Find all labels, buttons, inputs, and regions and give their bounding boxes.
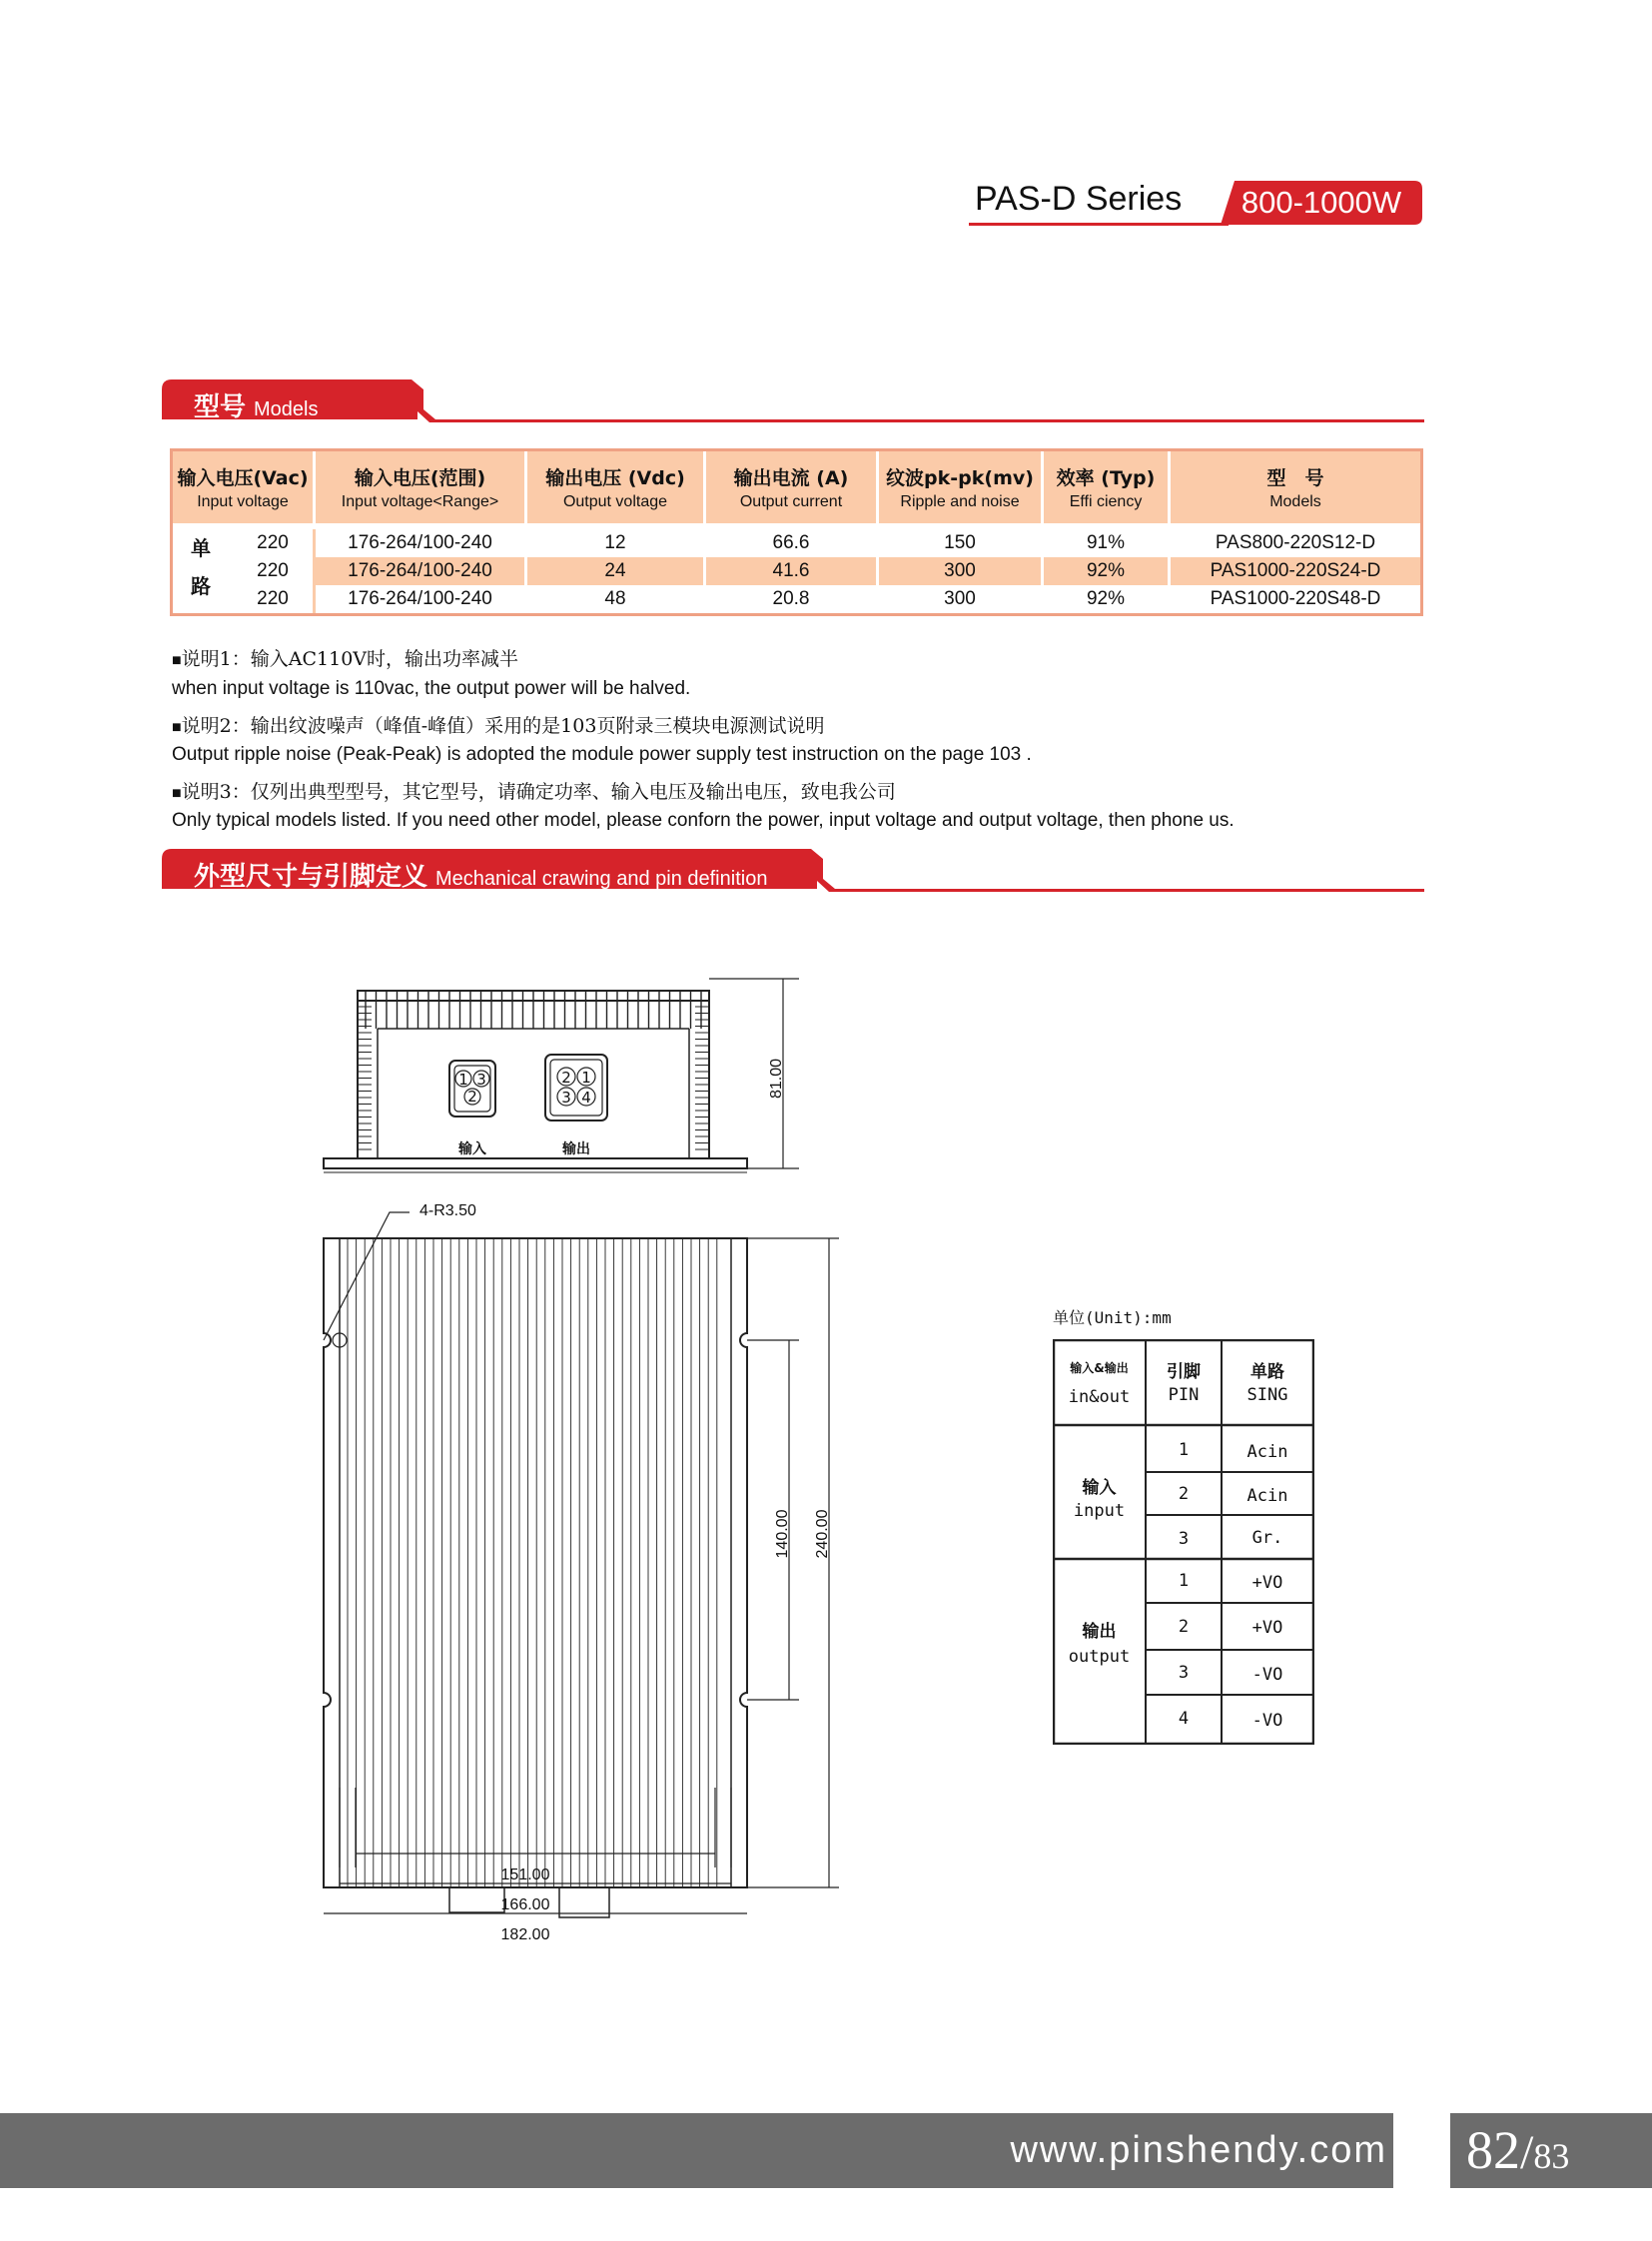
col-header-en: Effi ciency [1069, 493, 1143, 510]
footer-website-link[interactable]: www.pinshendy.com [1010, 2129, 1387, 2171]
col-header-cn: 输出电流 (A) [733, 467, 849, 489]
out-pin-4: 4 [581, 1089, 591, 1107]
section-mechanical-title-en: Mechanical crawing and pin definition [435, 868, 768, 890]
cell-range: 176-264/100-240 [348, 588, 492, 609]
output-connector-label: 输出 [562, 1141, 590, 1157]
col-header-cn: 输入电压(Vac) [177, 467, 309, 489]
col-header-input-range [316, 451, 524, 523]
out-pin-3: 3 [561, 1089, 571, 1107]
page-separator: / [1520, 2126, 1534, 2179]
section-tab-shape [162, 379, 1424, 429]
dim-182: 182.00 [500, 1926, 550, 1943]
drawing-svg [300, 969, 859, 1967]
col-header-ripple [879, 451, 1041, 523]
note-3-cn: ■说明3：仅列出典型型号，其它型号，请确定功率、输入电压及输出电压，致电我公司 [172, 781, 896, 803]
pin-signal: +VO [1251, 1573, 1283, 1593]
col-header-cn: 效率 (Typ) [1056, 467, 1156, 489]
section-mechanical-header [162, 849, 1424, 899]
pin-header-inout-cn: 输入&输出 [1070, 1361, 1129, 1375]
pin-group-output-cn: 输出 [1082, 1622, 1117, 1642]
series-underline [969, 223, 1229, 226]
dim-140: 140.00 [774, 1509, 791, 1559]
col-header-en: Input voltage [197, 493, 289, 510]
cell-iout: 20.8 [772, 588, 810, 609]
col-header-cn: 型 号 [1266, 467, 1324, 489]
power-range-badge [1221, 181, 1422, 225]
power-range-text: 800-1000W [1240, 185, 1402, 220]
cell-eff: 91% [1086, 532, 1126, 553]
mechanical-drawing [300, 969, 859, 1972]
dim-height-81: 81.00 [768, 1058, 785, 1100]
pin-number: 3 [1178, 1663, 1190, 1683]
cell-ripple: 300 [944, 560, 976, 581]
pin-number: 1 [1178, 1571, 1190, 1591]
in-pin-3: 3 [476, 1071, 486, 1089]
pin-signal: -VO [1251, 1665, 1283, 1685]
out-pin-1: 1 [581, 1069, 591, 1087]
note-3-en: Only typical models listed. If you need other model, please conforn the power, input voltage and output voltage, then phone us. [172, 810, 1235, 831]
col-header-input-voltage [173, 451, 313, 523]
pin-number: 1 [1178, 1440, 1190, 1460]
pin-number: 2 [1178, 1617, 1190, 1637]
page-total: 83 [1533, 2136, 1570, 2176]
dim-151: 151.00 [500, 1867, 550, 1883]
cell-range: 176-264/100-240 [348, 532, 492, 553]
cell-model: PAS800-220S12-D [1215, 532, 1376, 553]
cell-vout: 24 [604, 560, 626, 581]
dim-240: 240.00 [814, 1509, 831, 1559]
note-1-en: when input voltage is 110vac, the output power will be halved. [172, 678, 691, 699]
col-header-en: Ripple and noise [900, 493, 1020, 510]
pin-header-sing-cn: 单路 [1250, 1362, 1284, 1382]
pin-header-pin-en: PIN [1168, 1385, 1200, 1405]
pin-group-input-en: input [1073, 1501, 1126, 1521]
col-header-cn: 输入电压(范围) [354, 467, 486, 489]
cell-iout: 66.6 [772, 532, 810, 553]
cell-vin: 220 [257, 588, 289, 609]
pin-number: 3 [1178, 1529, 1190, 1549]
pin-signal: Acin [1246, 1486, 1288, 1506]
section-models-title-cn: 型号 [194, 392, 247, 422]
cell-vin: 220 [257, 532, 289, 553]
footer-bar [0, 2113, 1393, 2188]
pin-group-output-en: output [1068, 1647, 1131, 1667]
series-title: PAS-D Series [975, 180, 1183, 218]
input-connector-label: 输入 [458, 1141, 486, 1157]
col-header-en: Input voltage<Range> [341, 493, 499, 510]
pin-header-pin-cn: 引脚 [1167, 1362, 1201, 1382]
cell-vout: 48 [604, 588, 626, 609]
dim-166: 166.00 [500, 1896, 550, 1913]
cell-vout: 12 [604, 532, 626, 553]
in-pin-2: 2 [467, 1088, 477, 1106]
cell-ripple: 150 [944, 532, 976, 553]
section-models-title-en: Models [254, 398, 319, 420]
pin-group-input-cn: 输入 [1082, 1478, 1117, 1498]
col-header-en: Output voltage [562, 493, 668, 510]
mode-label-char: 单 [191, 536, 211, 560]
pin-number: 2 [1178, 1484, 1190, 1504]
cell-model: PAS1000-220S24-D [1210, 560, 1381, 581]
mode-label-single [173, 529, 229, 611]
section-mechanical-title-cn: 外型尺寸与引脚定义 [194, 862, 428, 892]
pin-signal: +VO [1251, 1618, 1283, 1638]
cell-range: 176-264/100-240 [348, 560, 492, 581]
section-models-header [162, 379, 1424, 429]
col-header-cn: 输出电压 (Vdc) [545, 467, 685, 489]
col-header-output-current [706, 451, 876, 523]
pin-table [1053, 1339, 1314, 1750]
pin-number: 4 [1178, 1709, 1190, 1729]
pin-signal: Gr. [1251, 1528, 1283, 1548]
dim-radius: 4-R3.50 [419, 1202, 476, 1219]
col-header-en: Models [1269, 493, 1321, 510]
models-table [170, 448, 1423, 616]
in-pin-1: 1 [458, 1071, 468, 1089]
cell-vin: 220 [257, 560, 289, 581]
note-2-en: Output ripple noise (Peak-Peak) is adopted the module power supply test instruction on the page 103 . [172, 744, 1032, 765]
col-header-models [1171, 451, 1420, 523]
pin-header-inout-en: in&out [1068, 1387, 1131, 1407]
cell-iout: 41.6 [772, 560, 810, 581]
pin-signal: Acin [1246, 1442, 1288, 1462]
unit-label: 单位(Unit):mm [1053, 1308, 1172, 1327]
col-header-cn: 纹波pk-pk(mv) [886, 467, 1034, 489]
page-number-box [1450, 2113, 1652, 2188]
pin-header-sing-en: SING [1246, 1385, 1288, 1405]
cell-eff: 92% [1086, 588, 1126, 609]
mode-label-char: 路 [191, 574, 211, 598]
cell-ripple: 300 [944, 588, 976, 609]
page-number: 82 [1466, 2120, 1520, 2180]
note-2-cn: ■说明2：输出纹波噪声（峰值-峰值）采用的是103页附录三模块电源测试说明 [172, 715, 825, 737]
col-header-output-voltage [527, 451, 703, 523]
cell-eff: 92% [1086, 560, 1126, 581]
col-header-efficiency [1044, 451, 1168, 523]
cell-model: PAS1000-220S48-D [1210, 588, 1381, 609]
col-header-en: Output current [739, 493, 843, 510]
out-pin-2: 2 [561, 1069, 571, 1087]
note-1-cn: ■说明1：输入AC110V时，输出功率减半 [172, 648, 519, 670]
pin-signal: -VO [1251, 1711, 1283, 1731]
